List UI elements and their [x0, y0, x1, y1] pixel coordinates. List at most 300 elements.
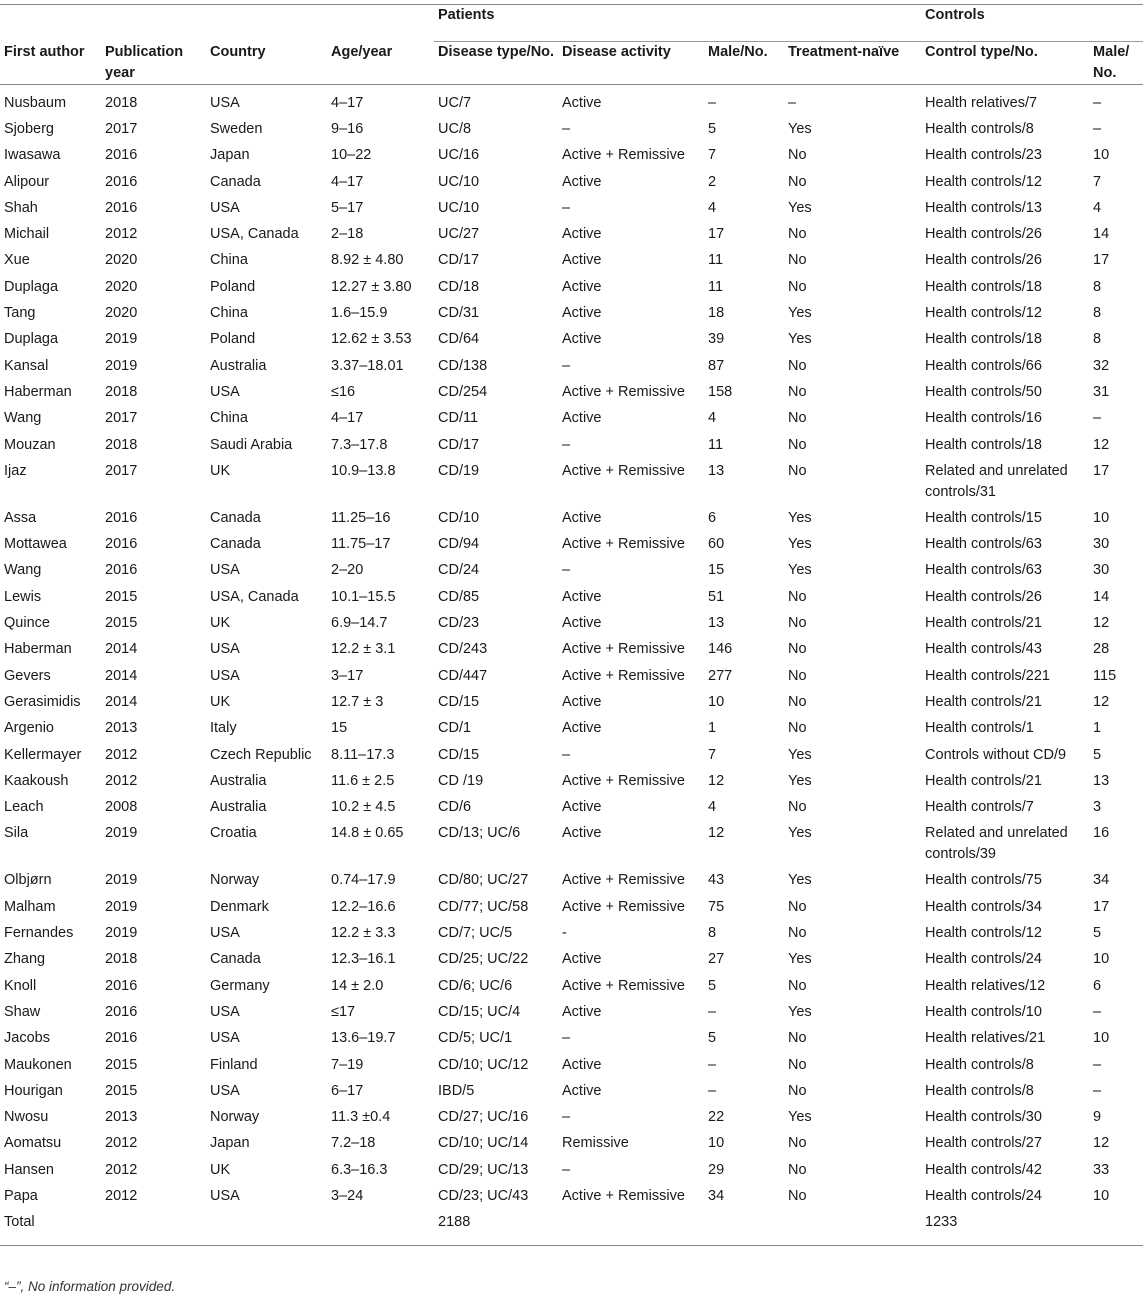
cell-author: Zhang — [4, 951, 46, 968]
table-row — [0, 823, 1143, 870]
cell-control: Related and unrelated controls/39 — [925, 825, 1068, 863]
cell-control: Health controls/221 — [925, 667, 1050, 684]
cell-author: Xue — [4, 252, 30, 269]
cell-author: Sjoberg — [4, 121, 54, 137]
cell-country: USA — [210, 1082, 240, 1099]
cell-control-male: 30 — [1093, 562, 1110, 579]
cell-naive: No — [788, 720, 807, 737]
cell-activity: Remissive — [562, 1135, 629, 1152]
cell-age: 2–20 — [331, 562, 364, 579]
table-row — [0, 534, 1143, 560]
cell-male: 13 — [708, 615, 725, 632]
cell-control: Health relatives/21 — [925, 1030, 1046, 1047]
cell-activity: – — [562, 562, 571, 579]
cell-activity: Active — [562, 799, 602, 816]
cell-control-male: 1 — [1093, 720, 1102, 737]
cell-disease: UC/10 — [438, 199, 480, 216]
cell-disease: CD/31 — [438, 305, 480, 322]
cell-year: 2015 — [105, 588, 138, 605]
cell-male: 146 — [708, 641, 733, 658]
cell-activity: – — [562, 1109, 571, 1126]
cell-control-male: 17 — [1093, 462, 1110, 479]
group-header-row — [0, 5, 1143, 42]
cell-country: USA — [210, 1030, 240, 1047]
cell-control-male: 32 — [1093, 357, 1110, 374]
cell-control: Health controls/66 — [925, 357, 1042, 374]
cell-male: 5 — [708, 977, 717, 994]
cell-activity: Active + Remissive — [562, 872, 685, 889]
cell-control: Health controls/8 — [925, 1082, 1034, 1099]
cell-control-male: – — [1093, 1003, 1102, 1020]
cell-author: Wang — [4, 410, 42, 427]
col-header-age: Age/year — [331, 43, 393, 60]
cell-author: Argenio — [4, 720, 54, 737]
cell-year: 2018 — [105, 383, 138, 400]
cell-author: Nusbaum — [4, 95, 67, 111]
cell-male: 43 — [708, 872, 725, 889]
cell-country: Canada — [210, 509, 261, 526]
cell-naive: No — [788, 925, 807, 942]
table-row — [0, 949, 1143, 975]
table-row — [0, 897, 1143, 923]
cell-activity: Active — [562, 509, 602, 526]
cell-control-male: – — [1093, 121, 1102, 137]
cell-age: 10.2 ± 4.5 — [331, 799, 396, 816]
table-row — [0, 119, 1143, 145]
cell-naive: No — [788, 1082, 807, 1099]
cell-age: 12.3–16.1 — [331, 951, 396, 968]
cell-activity: Active + Remissive — [562, 667, 685, 684]
table-row — [0, 508, 1143, 534]
cell-control: Health controls/43 — [925, 641, 1042, 658]
cell-naive: Yes — [788, 746, 812, 763]
cell-country: Italy — [210, 720, 237, 737]
cell-disease: UC/8 — [438, 121, 472, 137]
table-row — [0, 329, 1143, 355]
cell-activity: Active — [562, 226, 602, 243]
cell-disease: CD/25; UC/22 — [438, 951, 529, 968]
cell-male: 15 — [708, 562, 725, 579]
cell-year: 2016 — [105, 199, 138, 216]
cell-control-male: 10 — [1093, 951, 1110, 968]
cell-country: USA, Canada — [210, 588, 299, 605]
table-row — [0, 145, 1143, 171]
cell-country: China — [210, 305, 248, 322]
controls-group-header: Controls — [921, 5, 1143, 42]
cell-activity: Active — [562, 1082, 602, 1099]
cell-year: 2019 — [105, 357, 138, 374]
cell-control-male: – — [1093, 1056, 1102, 1073]
cell-disease: UC/10 — [438, 173, 480, 190]
cell-activity: – — [562, 746, 571, 763]
cell-male: 34 — [708, 1187, 725, 1204]
cell-activity: Active — [562, 305, 602, 322]
cell-male: 8 — [708, 925, 717, 942]
cell-male: 29 — [708, 1161, 725, 1178]
table-row — [0, 1028, 1143, 1054]
cell-disease: CD/7; UC/5 — [438, 925, 513, 942]
cell-control-male: 12 — [1093, 693, 1110, 710]
cell-male: 11 — [708, 278, 724, 295]
cell-author: Tang — [4, 305, 36, 322]
cell-author: Malham — [4, 898, 56, 915]
cell-disease: CD/13; UC/6 — [438, 825, 521, 842]
cell-year: 2019 — [105, 331, 138, 348]
cell-control: Health controls/26 — [925, 588, 1042, 605]
table-row — [0, 250, 1143, 276]
cell-male: 51 — [708, 588, 725, 605]
cell-control: Health controls/50 — [925, 383, 1042, 400]
cell-year: 2016 — [105, 536, 138, 553]
cell-control-male: 31 — [1093, 383, 1110, 400]
cell-disease: CD/447 — [438, 667, 488, 684]
cell-male: 4 — [708, 799, 717, 816]
cell-disease: CD/11 — [438, 410, 479, 427]
cell-age: 12.27 ± 3.80 — [331, 278, 412, 295]
table-row — [0, 1186, 1143, 1212]
cell-age: 0.74–17.9 — [331, 872, 396, 889]
cell-activity: – — [562, 357, 571, 374]
cell-disease: CD/17 — [438, 436, 480, 453]
cell-author: Maukonen — [4, 1056, 72, 1073]
cell-male: 5 — [708, 121, 717, 137]
cell-naive: No — [788, 173, 807, 190]
cell-year: 2016 — [105, 173, 138, 190]
cell-control-male: 30 — [1093, 536, 1110, 553]
cell-age: 5–17 — [331, 199, 364, 216]
cell-male: 4 — [708, 410, 717, 427]
cell-control-male: 6 — [1093, 977, 1102, 994]
table-row — [0, 1107, 1143, 1133]
table-body — [0, 85, 1143, 1246]
table-row — [0, 718, 1143, 744]
cell-country: Australia — [210, 772, 267, 789]
cell-control: Health controls/1 — [925, 720, 1034, 737]
cell-author: Gerasimidis — [4, 693, 81, 710]
cell-naive: No — [788, 357, 807, 374]
table-row — [0, 1002, 1143, 1028]
cell-author: Aomatsu — [4, 1135, 62, 1152]
cell-control: Controls without CD/9 — [925, 746, 1067, 763]
cell-age: 7.2–18 — [331, 1135, 376, 1152]
cell-control: Health controls/27 — [925, 1135, 1042, 1152]
cell-author: Duplaga — [4, 331, 59, 348]
cell-male: 11 — [708, 252, 724, 269]
cell-age: 4–17 — [331, 173, 364, 190]
cell-control: Health controls/24 — [925, 951, 1042, 968]
cell-control: Health controls/63 — [925, 536, 1042, 553]
cell-year: 2012 — [105, 226, 138, 243]
cell-naive: Yes — [788, 562, 812, 579]
cell-male: – — [708, 1082, 717, 1099]
cell-author: Gevers — [4, 667, 51, 684]
cell-control: Health controls/18 — [925, 278, 1042, 295]
cell-year: 2019 — [105, 925, 138, 942]
cell-disease: CD/85 — [438, 588, 480, 605]
cell-male: 18 — [708, 305, 725, 322]
cell-age: 7–19 — [331, 1056, 364, 1073]
cell-year: 2016 — [105, 1003, 138, 1020]
cell-male: 13 — [708, 462, 725, 479]
cell-disease: CD/80; UC/27 — [438, 872, 529, 889]
cell-naive: Yes — [788, 199, 812, 216]
cell-age: 11.75–17 — [331, 536, 391, 553]
cell-control: Health controls/18 — [925, 331, 1042, 348]
cell-year: 2018 — [105, 436, 138, 453]
cell-year: 2016 — [105, 977, 138, 994]
cell-activity: Active + Remissive — [562, 977, 685, 994]
cell-activity: - — [562, 925, 567, 942]
cell-male: 5 — [708, 1030, 717, 1047]
cell-age: 3–24 — [331, 1187, 364, 1204]
table-row — [0, 587, 1143, 613]
cell-naive: No — [788, 1030, 807, 1047]
cell-control-male: 5 — [1093, 925, 1102, 942]
cell-male: 11 — [708, 436, 724, 453]
cell-control-male: 12 — [1093, 1135, 1110, 1152]
table-row — [0, 1133, 1143, 1159]
cell-activity: Active + Remissive — [562, 383, 685, 400]
table-row — [0, 976, 1143, 1002]
cell-activity: Active + Remissive — [562, 147, 685, 164]
cell-age: 10.1–15.5 — [331, 588, 396, 605]
cell-disease: CD/138 — [438, 357, 488, 374]
cell-disease: CD/15 — [438, 746, 480, 763]
cell-year: 2013 — [105, 1109, 138, 1126]
cell-author: Ijaz — [4, 462, 27, 479]
cell-control-male: 3 — [1093, 799, 1102, 816]
cell-naive: Yes — [788, 1109, 812, 1126]
cell-country: Saudi Arabia — [210, 436, 293, 453]
cell-year: 2016 — [105, 1030, 138, 1047]
cell-male: 60 — [708, 536, 725, 553]
cell-country: Canada — [210, 173, 261, 190]
cell-disease: CD/10; UC/14 — [438, 1135, 529, 1152]
cell-naive: No — [788, 462, 807, 479]
cell-country: Sweden — [210, 121, 263, 137]
cell-activity: Active + Remissive — [562, 772, 685, 789]
cell-disease: CD/6 — [438, 799, 472, 816]
cell-year: 2012 — [105, 746, 138, 763]
cell-author: Fernandes — [4, 925, 74, 942]
cell-age: 12.62 ± 3.53 — [331, 331, 412, 348]
cell-age: 13.6–19.7 — [331, 1030, 396, 1047]
cell-author: Hourigan — [4, 1082, 63, 1099]
cell-age: 14.8 ± 0.65 — [331, 825, 404, 842]
cell-male: – — [708, 1056, 717, 1073]
cell-country: Poland — [210, 278, 256, 295]
cell-naive: No — [788, 1135, 807, 1152]
cell-age: 6.3–16.3 — [331, 1161, 388, 1178]
cell-naive: No — [788, 436, 807, 453]
cell-disease: CD/77; UC/58 — [438, 898, 529, 915]
cell-naive: No — [788, 1161, 807, 1178]
cell-control: Health controls/8 — [925, 1056, 1034, 1073]
cell-control: Health controls/63 — [925, 562, 1042, 579]
cell-year: 2014 — [105, 693, 138, 710]
cell-control: Health controls/8 — [925, 121, 1034, 137]
cell-activity: Active — [562, 1003, 602, 1020]
cell-country: UK — [210, 615, 231, 632]
cell-disease: CD/27; UC/16 — [438, 1109, 529, 1126]
cell-activity: Active — [562, 95, 602, 111]
cell-naive: No — [788, 278, 807, 295]
cell-control-male: 33 — [1093, 1161, 1110, 1178]
studies-table — [0, 4, 1143, 1246]
cell-naive: No — [788, 1056, 807, 1073]
col-header-activity: Disease activity — [562, 44, 671, 60]
cell-age: 3–17 — [331, 667, 364, 684]
cell-author: Mottawea — [4, 536, 67, 553]
cell-age: ≤16 — [331, 383, 356, 400]
cell-control-male: 13 — [1093, 772, 1110, 789]
cell-male: 10 — [708, 693, 725, 710]
cell-country: USA — [210, 925, 240, 942]
table-row — [0, 1160, 1143, 1186]
cell-disease: CD/94 — [438, 536, 480, 553]
table-row — [0, 560, 1143, 586]
table-row — [0, 461, 1143, 508]
cell-control: Health controls/21 — [925, 693, 1042, 710]
cell-male: 7 — [708, 746, 717, 763]
table-row — [0, 303, 1143, 329]
cell-naive: Yes — [788, 772, 812, 789]
cell-disease: CD/6; UC/6 — [438, 977, 513, 994]
cell-control-male: 10 — [1093, 1030, 1110, 1047]
cell-country: USA, Canada — [210, 226, 299, 243]
cell-year: 2017 — [105, 121, 138, 137]
cell-disease: CD/5; UC/1 — [438, 1030, 513, 1047]
cell-country: China — [210, 252, 248, 269]
cell-naive: No — [788, 667, 807, 684]
cell-control: Health controls/42 — [925, 1161, 1042, 1178]
cell-naive: Yes — [788, 1003, 812, 1020]
cell-disease: CD/64 — [438, 331, 480, 348]
cell-control-male: – — [1093, 1082, 1102, 1099]
cell-author: Assa — [4, 509, 37, 526]
cell-male: 277 — [708, 667, 733, 684]
cell-country: USA — [210, 95, 240, 111]
cell-control-male: 28 — [1093, 641, 1110, 658]
cell-control-male: 115 — [1093, 667, 1117, 684]
cell-activity: Active + Remissive — [562, 1187, 685, 1204]
cell-control-male: – — [1093, 95, 1102, 111]
cell-control: Health relatives/7 — [925, 95, 1038, 111]
cell-control-male: 10 — [1093, 1187, 1110, 1204]
cell-naive: No — [788, 799, 807, 816]
cell-age: ≤17 — [331, 1003, 356, 1020]
cell-age: 12.7 ± 3 — [331, 693, 384, 710]
cell-naive: No — [788, 410, 807, 427]
cell-activity: Active + Remissive — [562, 898, 685, 915]
table-row — [0, 277, 1143, 303]
cell-male: 17 — [708, 226, 725, 243]
cell-year: 2019 — [105, 898, 138, 915]
cell-disease: CD/19 — [438, 462, 480, 479]
cell-control: Health controls/18 — [925, 436, 1042, 453]
cell-control: Health relatives/12 — [925, 977, 1046, 994]
cell-age: 12.2 ± 3.1 — [331, 641, 396, 658]
cell-naive: Yes — [788, 951, 812, 968]
cell-control: Health controls/13 — [925, 199, 1042, 216]
cell-disease: CD/15; UC/4 — [438, 1003, 521, 1020]
table-row — [0, 198, 1143, 224]
cell-naive: Yes — [788, 509, 812, 526]
cell-male: – — [708, 1003, 717, 1020]
cell-country: USA — [210, 641, 240, 658]
col-header-country: Country — [210, 43, 266, 60]
cell-male: 22 — [708, 1109, 725, 1126]
cell-control-male: 16 — [1093, 825, 1110, 842]
cell-author: Jacobs — [4, 1030, 50, 1047]
cell-control-male: 5 — [1093, 746, 1102, 763]
cell-year: 2019 — [105, 872, 138, 889]
cell-activity: Active + Remissive — [562, 641, 685, 658]
cell-country: USA — [210, 562, 240, 579]
cell-country: UK — [210, 462, 231, 479]
cell-control: Health controls/34 — [925, 898, 1042, 915]
table-row — [0, 771, 1143, 797]
cell-control: Related and unrelated controls/31 — [925, 462, 1068, 500]
cell-control: Health controls/21 — [925, 615, 1042, 632]
cell-year: 2012 — [105, 1187, 138, 1204]
cell-author: Kaakoush — [4, 772, 69, 789]
cell-control-male: 10 — [1093, 509, 1110, 526]
cell-age: 7.3–17.8 — [331, 436, 388, 453]
cell-control: Health controls/23 — [925, 147, 1042, 164]
cell-disease: CD /19 — [438, 772, 484, 789]
cell-year: 2014 — [105, 641, 138, 658]
cell-author: Lewis — [4, 588, 42, 605]
cell-naive: Yes — [788, 331, 812, 348]
cell-country: UK — [210, 1161, 231, 1178]
table-row — [0, 408, 1143, 434]
cell-country: Poland — [210, 331, 256, 348]
cell-naive: Yes — [788, 121, 812, 137]
cell-control-male: 10 — [1093, 147, 1110, 164]
cell-control: Health controls/26 — [925, 252, 1042, 269]
cell-control: Health controls/12 — [925, 305, 1042, 322]
table-row — [0, 870, 1143, 896]
cell-control-male: 7 — [1093, 173, 1102, 190]
cell-author: Iwasawa — [4, 147, 61, 164]
cell-author: Mouzan — [4, 436, 56, 453]
cell-control: Health controls/12 — [925, 925, 1042, 942]
cell-naive: No — [788, 977, 807, 994]
cell-activity: Active — [562, 693, 602, 710]
cell-activity: Active — [562, 720, 602, 737]
cell-country: UK — [210, 693, 231, 710]
cell-year: 2015 — [105, 615, 138, 632]
cell-activity: Active — [562, 278, 602, 295]
cell-age: 4–17 — [331, 410, 364, 427]
cell-naive: No — [788, 898, 807, 915]
cell-age: 6–17 — [331, 1082, 364, 1099]
cell-disease: UC/7 — [438, 95, 472, 111]
cell-naive: No — [788, 147, 807, 164]
col-header-control-male: Male/ No. — [1093, 44, 1130, 81]
cell-control: Health controls/7 — [925, 799, 1034, 816]
cell-activity: Active — [562, 1056, 602, 1073]
footnote: “–”, No information provided. — [4, 1279, 176, 1294]
cell-naive: No — [788, 383, 807, 400]
cell-control-male: 8 — [1093, 305, 1102, 322]
cell-author: Nwosu — [4, 1109, 49, 1126]
cell-control-male: 14 — [1093, 226, 1110, 243]
cell-activity: Active — [562, 951, 602, 968]
cell-year: 2013 — [105, 720, 138, 737]
cell-country: Finland — [210, 1056, 258, 1073]
